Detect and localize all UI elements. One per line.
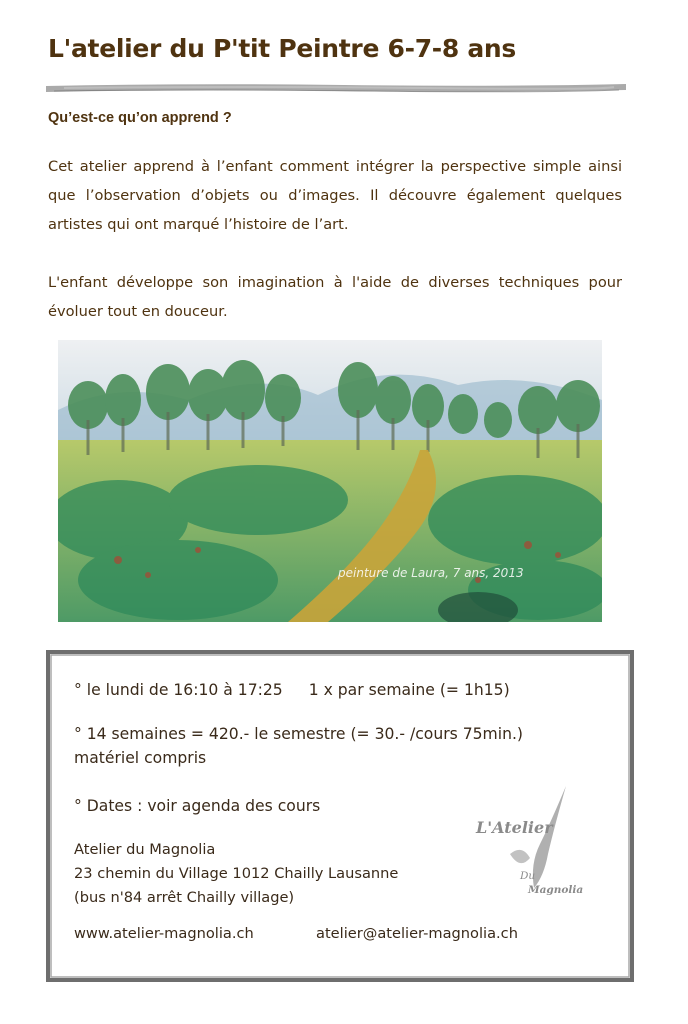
address-street: 23 chemin du Village 1012 Chailly Lausanne [74, 865, 399, 882]
page-title: L'atelier du P'tit Peintre 6-7-8 ans [48, 34, 517, 63]
brush-underline [44, 80, 628, 96]
schedule-text: ° le lundi de 16:10 à 17:25 [74, 681, 283, 699]
logo-text: L'Atelier [476, 818, 553, 837]
website-link[interactable]: www.atelier-magnolia.ch [74, 925, 254, 942]
email-link[interactable]: atelier@atelier-magnolia.ch [316, 925, 518, 942]
logo-text: Magnolia [528, 884, 584, 896]
address-bus: (bus n'84 arrêt Chailly village) [74, 889, 295, 906]
logo-text: Du [520, 870, 536, 882]
price-line: ° 14 semaines = 420.- le semestre (= 30.- /cours 75min.) [74, 725, 523, 743]
address-block [74, 838, 398, 910]
intro-paragraph: Cet atelier apprend à l’enfant comment intégrer la perspective simple ainsi que l’observation d’objets ou d’images. Il découvre également quelques artistes qui ont marqué l’histoire de l’art. [48, 158, 622, 233]
painting-caption: peinture de Laura, 7 ans, 2013 [338, 566, 524, 580]
address-name: Atelier du Magnolia [74, 841, 216, 858]
frequency-text: 1 x par semaine (= 1h15) [308, 681, 510, 699]
section-heading: Qu’est-ce qu’on apprend ? [48, 110, 232, 126]
dates-line: ° Dates : voir agenda des cours [74, 797, 321, 815]
price-block [74, 722, 594, 770]
intro-paragraph: L'enfant développe son imagination à l'aide de diverses techniques pour évoluer tout en douceur. [48, 274, 622, 320]
material-line: matériel compris [74, 749, 207, 767]
schedule-line [74, 678, 510, 702]
